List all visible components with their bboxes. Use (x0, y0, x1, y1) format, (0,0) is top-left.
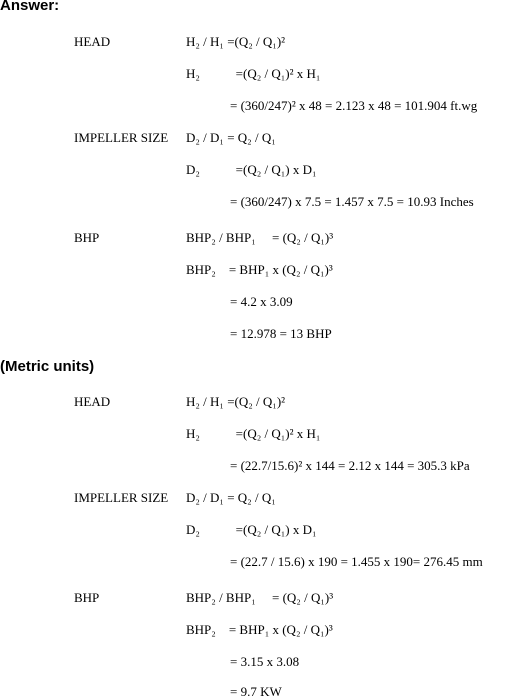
bhp-ratio-equation: BHP₂ / BHP₁ = (Q₂ / Q₁)³ (186, 230, 334, 245)
head-label: HEAD (74, 34, 111, 49)
metric-head-label: HEAD (74, 394, 111, 409)
metric-bhp-calculation: = 3.15 x 3.08 (230, 654, 300, 669)
metric-bhp-ratio-equation: BHP₂ / BHP₁ = (Q₂ / Q₁)³ (186, 590, 334, 605)
metric-impeller-formula: D₂ =(Q₂ / Q₁) x D₁ (186, 522, 317, 537)
bhp-label: BHP (74, 230, 100, 245)
head-ratio-equation: H₂ / H₁ =(Q₂ / Q₁)² (186, 34, 286, 49)
bhp-formula: BHP₂ = BHP₁ x (Q₂ / Q₁)³ (186, 262, 333, 277)
impeller-label: IMPELLER SIZE (74, 130, 169, 145)
bhp-calculation: = 4.2 x 3.09 (230, 294, 293, 309)
metric-impeller-result: = (22.7 / 15.6) x 190 = 1.455 x 190= 276.45 mm (230, 554, 483, 569)
bhp-result: = 12.978 = 13 BHP (230, 326, 332, 341)
metric-heading: (Metric units) (0, 358, 95, 375)
metric-head-formula: H₂ =(Q₂ / Q₁)² x H₁ (186, 426, 321, 441)
metric-bhp-label: BHP (74, 590, 100, 605)
metric-bhp-formula: BHP₂ = BHP₁ x (Q₂ / Q₁)³ (186, 622, 333, 637)
metric-head-result: = (22.7/15.6)² x 144 = 2.12 x 144 = 305.3 kPa (230, 458, 470, 473)
impeller-formula: D₂ =(Q₂ / Q₁) x D₁ (186, 162, 317, 177)
impeller-result: = (360/247) x 7.5 = 1.457 x 7.5 = 10.93 Inches (230, 194, 474, 209)
answer-heading: Answer: (0, 0, 60, 14)
metric-impeller-label: IMPELLER SIZE (74, 490, 169, 505)
metric-head-ratio-equation: H₂ / H₁ =(Q₂ / Q₁)² (186, 394, 286, 409)
head-formula: H₂ =(Q₂ / Q₁)² x H₁ (186, 66, 321, 81)
metric-impeller-ratio-equation: D₂ / D₁ = Q₂ / Q₁ (186, 490, 276, 505)
head-result: = (360/247)² x 48 = 2.123 x 48 = 101.904 ft.wg (230, 98, 478, 113)
impeller-ratio-equation: D₂ / D₁ = Q₂ / Q₁ (186, 130, 276, 145)
metric-bhp-result: = 9.7 KW (230, 684, 282, 699)
